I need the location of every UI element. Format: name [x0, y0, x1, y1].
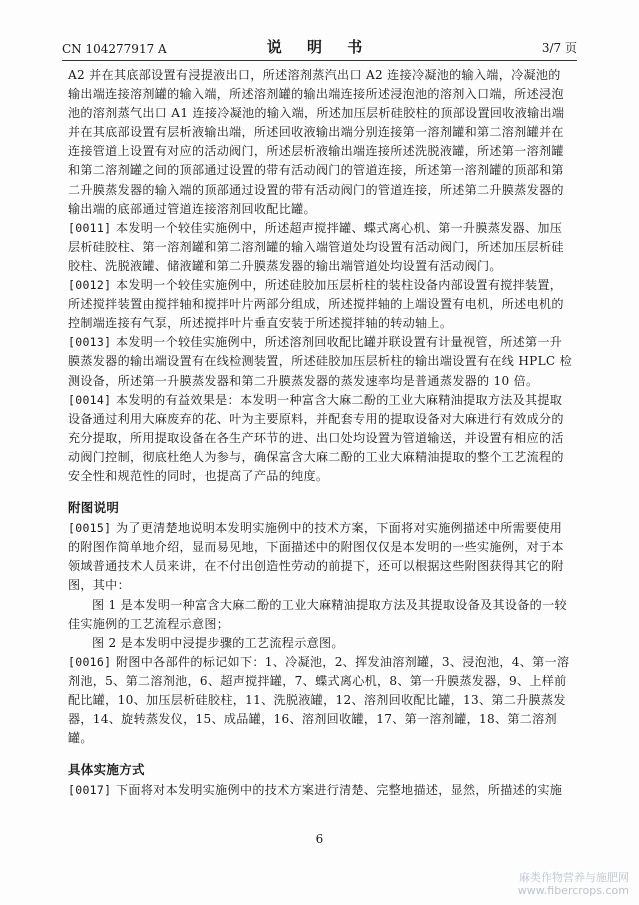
section-heading-embodiment: 具体实施方式: [68, 762, 145, 778]
page-header: [62, 36, 577, 61]
section-heading-figures: 附图说明: [68, 500, 120, 516]
paragraph-number: [0016]: [68, 654, 112, 669]
paragraph-text: 附图中各部件的标记如下：1、冷凝池，2、挥发油溶剂罐，3、浸泡池，4、第一溶剂池，5、第二溶剂池，6、超声搅拌罐，7、蝶式离心机，8、第一升膜蒸发器，9、上样前配比罐，10、加压层析硅胶柱，11、洗脱液罐，12、溶剂回收配比罐，13、第二升膜蒸发器，14、旋转蒸发仪，15、成品罐，16、溶剂回收罐，17、第一溶剂罐，18、第二溶剂罐。: [68, 654, 570, 746]
page-number: 6: [315, 832, 324, 846]
paragraph-number: [0017]: [68, 783, 112, 798]
paragraph-number: [0012]: [68, 278, 112, 293]
paragraph-0016: [68, 653, 573, 748]
paragraph-0017: [68, 781, 573, 800]
paragraph-text: 为了更清楚地说明本发明实施例中的技术方案，下面将对实施例描述中所需要使用的附图作简单地介绍，显而易见地，下面描述中的附图仅仅是本发明的一些实施例，对于本领域普通技术人员来讲，在不付出创造性劳动的前提下，还可以根据这些附图获得其它的附图，其中：: [68, 521, 564, 593]
figure-1-description: 图 1 是本发明一种富含大麻二酚的工业大麻精油提取方法及其提取设备及其设备的一较佳实施例的工艺流程示意图；: [68, 597, 567, 631]
paragraph-0015: [68, 519, 573, 595]
paragraph-0011: [68, 219, 573, 276]
document-title: 说 明 书: [266, 38, 373, 56]
watermark-line-2: www.fibercrops.com: [517, 884, 629, 897]
figure-2-description: 图 2 是本发明中浸提步骤的工艺流程示意图。: [92, 635, 344, 650]
page-indicator: 3/7 页: [541, 41, 577, 55]
document-body: [68, 66, 573, 800]
paragraph-number: [0014]: [68, 392, 112, 407]
paragraph-text: 本发明一个较佳实施例中，所述溶剂回收配比罐并联设置有计量视管，所述第一升膜蒸发器的输出端设置有在线检测装置，所述硅胶加压层析柱的输出端设置有在线 HPLC 检测设备，所述第一升膜蒸发器和第二升膜蒸发器的蒸发速率均是普通蒸发器的 10 倍。: [68, 335, 573, 388]
site-watermark: [518, 871, 629, 897]
continuation-paragraph: A2 并在其底部设置有浸提液出口，所述溶剂蒸汽出口 A2 连接冷凝池的输入端，冷凝池的输出端连接溶剂罐的输入端，所述溶剂罐的输出端连接所述浸泡池的溶剂入口端，所述浸泡池的溶剂蒸气出口 A1 连接冷凝池的输入端，所述加压层析硅胶柱的顶部设置回收液输出端并在其底部设置有层析液输出端，所述回收液输出端分别连接第一溶剂罐和第二溶剂罐并在连接管道上设置有对应的活动阀门，所述层析液输出端连接所述洗脱液罐，所述第一溶剂罐和第二溶剂罐之间的顶部通过设置的带有活动阀门的管道连接，所述第一溶剂罐的顶部和第二升膜蒸发器的输入端的顶部通过设置的带有活动阀门的管道连接，所述第二升膜蒸发器的输出端的底部通过管道连接溶剂回收配比罐。: [68, 68, 565, 216]
paragraph-text: 本发明一个较佳实施例中，所述超声搅拌罐、蝶式离心机、第一升膜蒸发器、加压层析硅胶柱、第一溶剂罐和第二溶剂罐的输入端管道处均设置有活动阀门，所述加压层析硅胶柱、洗脱液罐、储液罐和第二升膜蒸发器的输出端管道处均设置有活动阀门。: [68, 220, 564, 273]
paragraph-0013: [68, 333, 573, 390]
paragraph-text: 本发明一个较佳实施例中，所述硅胶加压层析柱的装柱设备内部设置有搅拌装置，所述搅拌装置由搅拌轴和搅拌叶片两部分组成，所述搅拌轴的上端设置有电机，所述电机的控制端连接有气泵，所述搅拌叶片垂直安装于所述搅拌轴的转动轴上。: [68, 278, 564, 331]
paragraph-text: 下面将对本发明实施例中的技术方案进行清楚、完整地描述，显然，所描述的实施: [116, 783, 563, 798]
paragraph-number: [0011]: [68, 220, 112, 235]
paragraph-0012: [68, 276, 573, 333]
paragraph-number: [0015]: [68, 521, 112, 536]
publication-number: CN 104277917 A: [62, 42, 167, 56]
watermark-line-1: 麻类作物营养与施肥网: [519, 871, 629, 884]
paragraph-number: [0013]: [68, 335, 112, 350]
paragraph-text: 本发明的有益效果是：本发明一种富含大麻二酚的工业大麻精油提取方法及其提取设备通过利用大麻废弃的花、叶为主要原料，并配套专用的提取设备对大麻进行有效成分的充分提取，所用提取设备在各生产环节的进、出口处均设置为管道输送，并设置有相应的活动阀门控制，彻底杜绝人为参与，确保富含大麻二酚的工业大麻精油提取的整个工艺流程的安全性和规范性的同时，也提高了产品的纯度。: [68, 392, 564, 483]
paragraph-0014: [68, 391, 573, 486]
